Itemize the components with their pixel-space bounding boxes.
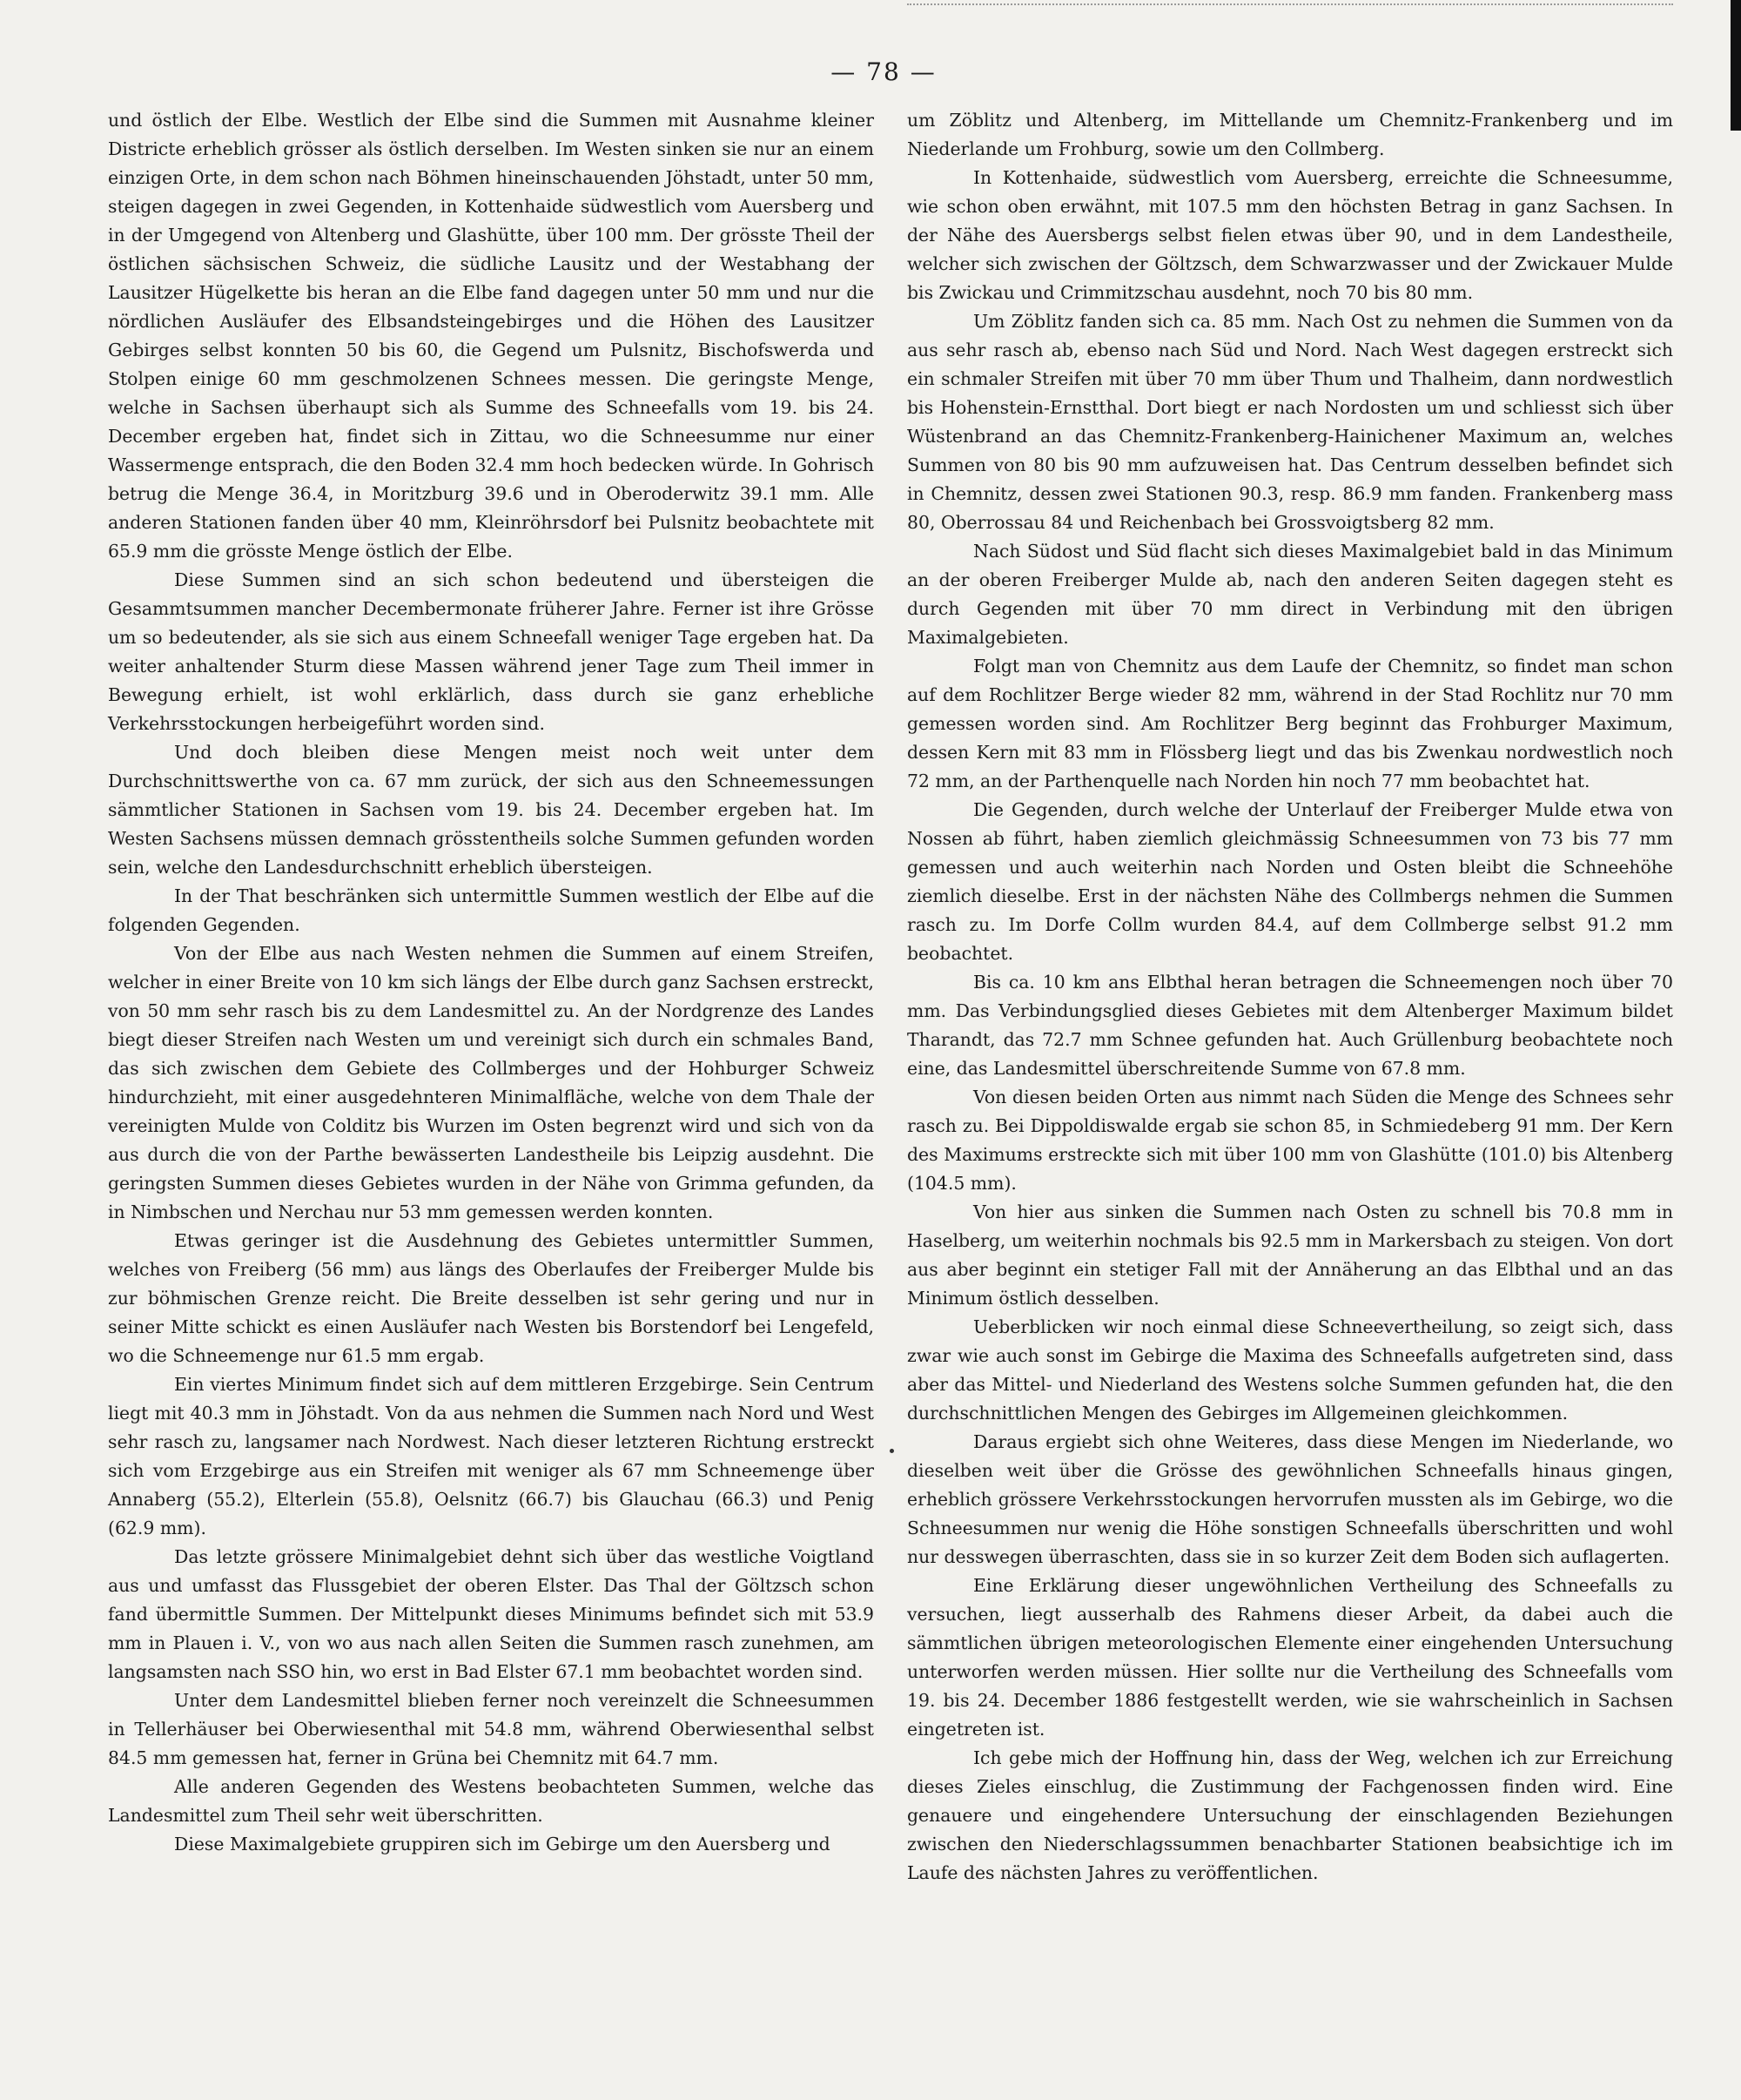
paragraph: Ich gebe mich der Hoffnung hin, dass der Weg, welchen ich zur Erreichung dieses Zieles einschlug, die Zustimmung der Fachgenossen finden wird. Eine genauere und eingehendere Untersuchung der einschlagenden Beziehungen zwischen den Niederschlagssummen benachbarter Stationen beabsichtige ich im Laufe des nächsten Jahres zu veröffentlichen. <box>907 1747 1673 1883</box>
paragraph: und östlich der Elbe. Westlich der Elbe sind die Summen mit Ausnahme kleiner Districte erheblich grösser als östlich derselben. Im Westen sinken sie nur an einem einzigen Orte, in dem schon nach Böhmen hineinschauenden Jöhstadt, unter 50 mm, steigen dagegen in zwei Gegenden, in Kottenhaide südwestlich vom Auersberg und in der Umgegend von Altenberg und Glashütte, über 100 mm. Der grösste Theil der östlichen sächsischen Schweiz, die südliche Lausitz und der Westabhang der Lausitzer Hügelkette bis heran an die Elbe fand dagegen unter 50 mm und nur die nördlichen Ausläufer des Elbsandsteingebirges und die Höhen des Lausitzer Gebirges selbst konnten 50 bis 60, die Gegend um Pulsnitz, Bischofswerda und Stolpen einige 60 mm geschmolzenen Schnees messen. Die geringste Menge, welche in Sachsen überhaupt sich als Summe des Schneefalls vom 19. bis 24. December ergeben hat, findet sich in Zittau, wo die Schneesumme nur einer Wassermenge entsprach, die den Boden 32.4 mm hoch bedecken würde. In Gohrisch betrug die Menge 36.4, in Moritzburg 39.6 und in Oberoderwitz 39.1 mm. Alle anderen Stationen fanden über 40 mm, Kleinröhrsdorf bei Pulsnitz beobachtete mit 65.9 mm die grösste Menge östlich der Elbe. <box>108 110 874 562</box>
right-column <box>907 106 1673 1888</box>
paragraph: Um Zöblitz fanden sich ca. 85 mm. Nach Ost zu nehmen die Summen von da aus sehr rasch ab, ebenso nach Süd und Nord. Nach West dagegen erstreckt sich ein schmaler Streifen mit über 70 mm über Thum und Thalheim, dann nordwestlich bis Hohenstein-Ernstthal. Dort biegt er nach Nordosten um und schliesst sich über Wüstenbrand an das Chemnitz-Frankenberg-Hainichener Maximum an, welches Summen von 80 bis 90 mm aufzuweisen hat. Das Centrum desselben befindet sich in Chemnitz, dessen zwei Stationen 90.3, resp. 86.9 mm fanden. Frankenberg mass 80, Oberrossau 84 und Reichenbach bei Grossvoigtsberg 82 mm. <box>907 311 1673 533</box>
left-column <box>108 106 874 1859</box>
paragraph: Ein viertes Minimum findet sich auf dem mittleren Erzgebirge. Sein Centrum liegt mit 40.3 mm in Jöhstadt. Von da aus nehmen die Summen nach Nord und West sehr rasch zu, langsamer nach Nordwest. Nach dieser letzteren Richtung erstreckt sich vom Erzgebirge aus ein Streifen mit weniger als 67 mm Schneemenge über Annaberg (55.2), Elterlein (55.8), Oelsnitz (66.7) bis Glauchau (66.3) und Penig (62.9 mm). <box>108 1374 874 1538</box>
paragraph: Das letzte grössere Minimalgebiet dehnt sich über das westliche Voigtland aus und umfasst das Flussgebiet der oberen Elster. Das Thal der Göltzsch schon fand übermittle Summen. Der Mittelpunkt dieses Minimums befindet sich mit 53.9 mm in Plauen i. V., von wo aus nach allen Seiten die Summen rasch zunehmen, am langsamsten nach SSO hin, wo erst in Bad Elster 67.1 mm beobachtet worden sind. <box>108 1546 874 1682</box>
scan-edge-mark <box>1731 0 1741 131</box>
paragraph: Die Gegenden, durch welche der Unterlauf der Freiberger Mulde etwa von Nossen ab führt, haben ziemlich gleichmässig Schneesummen von 73 bis 77 mm gemessen und auch weiterhin nach Norden und Osten bleibt die Schneehöhe ziemlich dieselbe. Erst in der nächsten Nähe des Collmbergs nehmen die Summen rasch zu. Im Dorfe Collm wurden 84.4, auf dem Collmberge selbst 91.2 mm beobachtet. <box>907 799 1673 964</box>
paragraph: In Kottenhaide, südwestlich vom Auersberg, erreichte die Schneesumme, wie schon oben erwähnt, mit 107.5 mm den höchsten Betrag in ganz Sachsen. In der Nähe des Auersbergs selbst fielen etwas über 90, und in dem Landestheile, welcher sich zwischen der Göltzsch, dem Schwarzwasser und der Zwickauer Mulde bis Zwickau und Crimmitzschau ausdehnt, noch 70 bis 80 mm. <box>907 167 1673 303</box>
top-dotted-rule <box>907 3 1673 7</box>
page-number: — 78 — <box>830 57 937 86</box>
paragraph: Von hier aus sinken die Summen nach Osten zu schnell bis 70.8 mm in Haselberg, um weiterhin nochmals bis 92.5 mm in Markersbach zu steigen. Von dort aus aber beginnt ein stetiger Fall mit der Annäherung an das Elbthal und an das Minimum östlich desselben. <box>907 1201 1673 1309</box>
paragraph: Folgt man von Chemnitz aus dem Laufe der Chemnitz, so findet man schon auf dem Rochlitzer Berge wieder 82 mm, während in der Stad Rochlitz nur 70 mm gemessen worden sind. Am Rochlitzer Berg beginnt das Frohburger Maximum, dessen Kern mit 83 mm in Flössberg liegt und das bis Zwenkau nordwestlich noch 72 mm, an der Parthenquelle nach Norden hin noch 77 mm beobachtet hat. <box>907 656 1673 791</box>
paragraph: In der That beschränken sich untermittle Summen westlich der Elbe auf die folgenden Gegenden. <box>108 885 874 935</box>
paragraph: Ueberblicken wir noch einmal diese Schneevertheilung, so zeigt sich, dass zwar wie auch sonst im Gebirge die Maxima des Schneefalls aufgetreten sind, dass aber das Mittel- und Niederland des Westens solche Summen gefunden hat, die den durchschnittlichen Mengen des Gebirges im Allgemeinen gleichkommen. <box>907 1316 1673 1424</box>
paragraph: Von diesen beiden Orten aus nimmt nach Süden die Menge des Schnees sehr rasch zu. Bei Dippoldiswalde ergab sie schon 85, in Schmiedeberg 91 mm. Der Kern des Maximums erstreckte sich mit über 100 mm von Glashütte (101.0) bis Altenberg (104.5 mm). <box>907 1087 1673 1194</box>
paragraph: Von der Elbe aus nach Westen nehmen die Summen auf einem Streifen, welcher in einer Breite von 10 km sich längs der Elbe durch ganz Sachsen erstreckt, von 50 mm sehr rasch bis zu dem Landesmittel zu. An der Nordgrenze des Landes biegt dieser Streifen nach Westen um und vereinigt sich durch ein schmales Band, das sich zwischen dem Gebiete des Collmberges und der Hohburger Schweiz hindurchzieht, mit einer ausgedehnteren Minimalfläche, welche von dem Thale der vereinigten Mulde von Colditz bis Wurzen im Osten begrenzt wird und sich von da aus durch die von der Parthe bewässerten Landestheile bis Leipzig ausdehnt. Die geringsten Summen dieses Gebietes wurden in der Nähe von Grimma gefunden, da in Nimbschen und Nerchau nur 53 mm gemessen werden konnten. <box>108 943 874 1222</box>
paragraph: Unter dem Landesmittel blieben ferner noch vereinzelt die Schneesummen in Tellerhäuser bei Oberwiesenthal mit 54.8 mm, während Oberwiesenthal selbst 84.5 mm gemessen hat, ferner in Grüna bei Chemnitz mit 64.7 mm. <box>108 1690 874 1768</box>
paragraph: Diese Summen sind an sich schon bedeutend und übersteigen die Gesammtsummen mancher Decembermonate früherer Jahre. Ferner ist ihre Grösse um so bedeutender, als sie sich aus einem Schneefall weniger Tage ergeben hat. Da weiter anhaltender Sturm diese Massen während jener Tage zum Theil immer in Bewegung erhielt, ist wohl erklärlich, dass durch sie ganz erhebliche Verkehrsstockungen herbeigeführt worden sind. <box>108 569 874 734</box>
paragraph: um Zöblitz und Altenberg, im Mittellande um Chemnitz-Frankenberg und im Niederlande um Frohburg, sowie um den Collmberg. <box>907 110 1673 159</box>
paragraph: Alle anderen Gegenden des Westens beobachteten Summen, welche das Landesmittel zum Theil sehr weit überschritten. <box>108 1776 874 1826</box>
paragraph: Etwas geringer ist die Ausdehnung des Gebietes untermittler Summen, welches von Freiberg (56 mm) aus längs des Oberlaufes der Freiberger Mulde bis zur böhmischen Grenze reicht. Die Breite desselben ist sehr gering und nur in seiner Mitte schickt es einen Ausläufer nach Westen bis Borstendorf bei Lengefeld, wo die Schneemenge nur 61.5 mm ergab. <box>108 1230 874 1366</box>
paragraph: Eine Erklärung dieser ungewöhnlichen Vertheilung des Schneefalls zu versuchen, liegt ausserhalb des Rahmens dieser Arbeit, da dabei auch die sämmtlichen übrigen meteorologischen Elemente einer eingehenden Untersuchung unterworfen werden müssen. Hier sollte nur die Vertheilung des Schneefalls vom 19. bis 24. December 1886 festgestellt werden, wie sie wahrscheinlich in Sachsen eingetreten ist. <box>907 1575 1673 1740</box>
paragraph: Daraus ergiebt sich ohne Weiteres, dass diese Mengen im Niederlande, wo dieselben weit über die Grösse des gewöhnlichen Schneefalls hinaus gingen, erheblich grössere Verkehrsstockungen hervorrufen mussten als im Gebirge, wo die Schneesummen nur wenig die Höhe sonstigen Schneefalls überschritten und wohl nur desswegen überraschten, dass sie in so kurzer Zeit dem Boden sich auflagerten. <box>907 1431 1673 1567</box>
paragraph: Nach Südost und Süd flacht sich dieses Maximalgebiet bald in das Minimum an der oberen Freiberger Mulde ab, nach den anderen Seiten dagegen steht es durch Gegenden mit über 70 mm direct in Verbindung mit den übrigen Maximalgebieten. <box>907 541 1673 648</box>
paragraph: Bis ca. 10 km ans Elbthal heran betragen die Schneemengen noch über 70 mm. Das Verbindungsglied dieses Gebietes mit dem Altenberger Maximum bildet Tharandt, das 72.7 mm Schnee gefunden hat. Auch Grüllenburg beobachtete noch eine, das Landesmittel überschreitende Summe von 67.8 mm. <box>907 972 1673 1079</box>
paragraph: Und doch bleiben diese Mengen meist noch weit unter dem Durchschnittswerthe von ca. 67 mm zurück, der sich aus den Schneemessungen sämmtlicher Stationen in Sachsen vom 19. bis 24. December ergeben hat. Im Westen Sachsens müssen demnach grösstentheils solche Summen gefunden worden sein, welche den Landesdurchschnitt erheblich übersteigen. <box>108 742 874 878</box>
paragraph: Diese Maximalgebiete gruppiren sich im Gebirge um den Auersberg und <box>174 1834 830 1854</box>
column-divider-mark <box>890 1449 894 1453</box>
